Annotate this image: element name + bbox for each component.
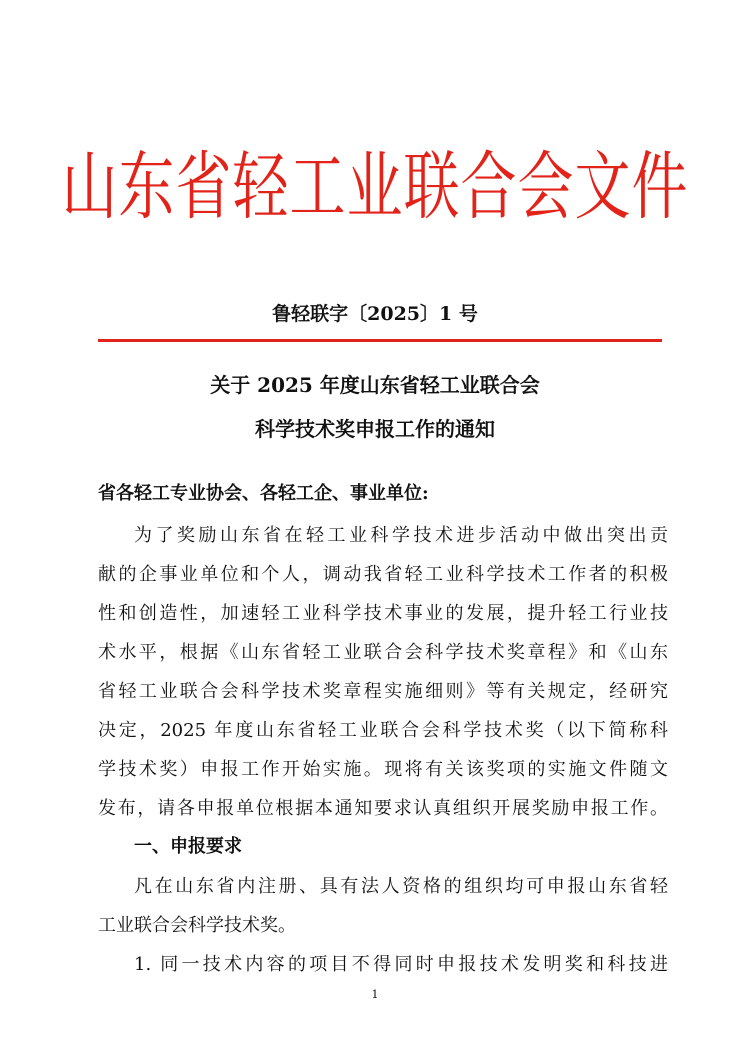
- section-heading: 一、申报要求: [134, 836, 242, 857]
- document-header-title: 山东省轻工业联合会文件: [61, 144, 689, 231]
- paragraph-line: 1. 同一技术内容的项目不得同时申报技术发明奖和科技进: [134, 954, 668, 975]
- paragraph-line: 献的企事业单位和个人，调动我省轻工业科学技术工作者的积极: [98, 564, 668, 585]
- paragraph-line: 省轻工业联合会科学技术奖章程实施细则》等有关规定，经研究: [98, 681, 668, 702]
- paragraph-line: 发布，请各申报单位根据本通知要求认真组织开展奖励申报工作。: [98, 798, 668, 819]
- header-divider: [98, 339, 662, 342]
- paragraph-line: 术水平，根据《山东省轻工业联合会科学技术奖章程》和《山东: [98, 642, 668, 663]
- paragraph-line: 为了奖励山东省在轻工业科学技术进步活动中做出突出贡: [134, 525, 668, 546]
- paragraph-line: 学技术奖）申报工作开始实施。现将有关该奖项的实施文件随文: [98, 759, 668, 780]
- document-number: 鲁轻联字〔2025〕1 号: [272, 303, 478, 325]
- notice-title-line-1: 关于 2025 年度山东省轻工业联合会: [210, 373, 540, 397]
- paragraph-line: 性和创造性，加速轻工业科学技术事业的发展，提升轻工行业技: [98, 603, 668, 624]
- notice-title-line-2: 科学技术奖申报工作的通知: [255, 417, 495, 441]
- paragraph-line: 工业联合会科学技术奖。: [98, 915, 296, 936]
- page-number: 1: [371, 988, 379, 1001]
- salutation: 省各轻工专业协会、各轻工企、事业单位:: [98, 483, 429, 504]
- paragraph-line: 决定，2025 年度山东省轻工业联合会科学技术奖（以下简称科: [98, 720, 668, 741]
- paragraph-line: 凡在山东省内注册、具有法人资格的组织均可申报山东省轻: [134, 876, 668, 897]
